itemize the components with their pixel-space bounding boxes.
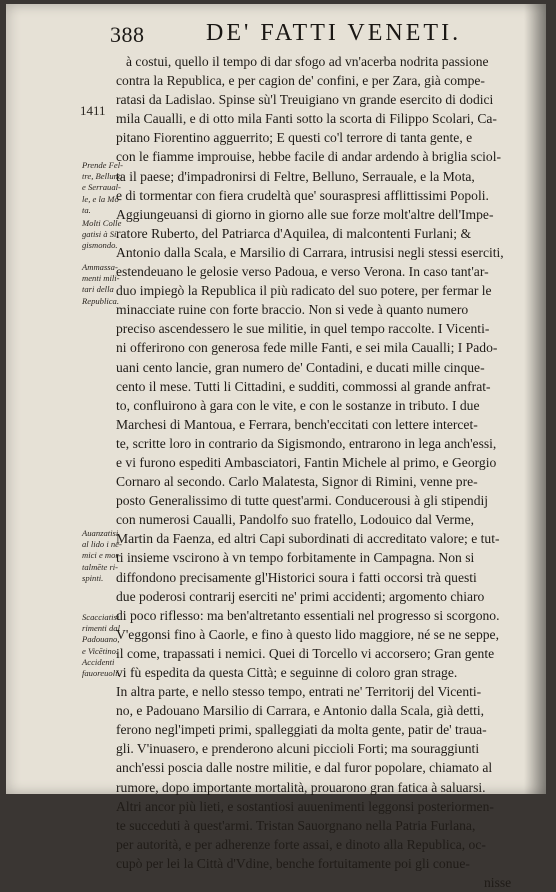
text-line: il come, trapassati i nemici. Quei di Torcello vi accorsero; Gran gente <box>116 645 495 661</box>
page-number: 388 <box>110 22 145 47</box>
text-line: diffondono precisamente gl'Historici soura i fatti occorsi trà questi <box>116 569 477 585</box>
text-line: di poco riflesso: ma ben'altretanto essentiali nel progresso si scorgono. <box>116 607 500 623</box>
text-line: ni offerirono con generosa fede mille Fanti, e sei mila Caualli; I Pado- <box>116 340 498 356</box>
text-line: Antonio dalla Scala, e Marsilio di Carrara, intrusisi negli stessi eserciti, <box>116 244 504 260</box>
text-line: ti insieme vscirono à vn tempo forbitamente in Campagna. Non si <box>116 550 475 566</box>
text-line: Altri ancor più lieti, e sostantiosi auuenimenti leggonsi posteriormen- <box>116 798 494 814</box>
text-line: Martin da Faenza, ed altri Capi subordinati di accreditato valore; e tut- <box>116 531 500 547</box>
text-line: no, e Padouano Marsilio di Carrara, e Antonio dalla Scala, già detti, <box>116 703 485 719</box>
text-line: minacciate ruine con forte braccio. Non si vede à quanto numero <box>116 302 469 318</box>
text-line: ratore Ruberto, del Patriarca d'Aquilea, di malcontenti Furlani; & <box>116 225 472 241</box>
text-line: preciso ascendessero le sue militie, in quel tempo raccolte. I Vicenti- <box>116 321 490 337</box>
text-line: due poderosi contrarij eserciti ne' primi accidenti; argomento chiaro <box>116 588 485 604</box>
page-gutter-shadow <box>524 4 546 794</box>
running-head: DE' FATTI VENETI. <box>206 20 462 46</box>
text-line: per autorità, e per adherenze forte assai, e dinoto alla Republica, oc- <box>116 836 486 852</box>
text-line: Aggiungeuansi di giorno in giorno alle sue forze molt'altre dell'Impe- <box>116 206 494 222</box>
text-line: rumore, dopo importante mortalità, prouarono gran fatica à saluarsi. <box>116 779 486 795</box>
text-line: con numerosi Caualli, Pandolfo suo fratello, Lodouico dal Verme, <box>116 512 475 528</box>
catchword: nisse <box>484 875 512 891</box>
text-line: Marchesi di Mantoua, e Ferrara, bench'eccitati con lettere intercet- <box>116 416 478 432</box>
text-line: cento il mese. Tutti li Cittadini, e sudditi, commossi al grande anfrat- <box>116 378 491 394</box>
margin-note: Ammassa- menti mili- tari della Republica. <box>82 262 120 306</box>
text-line: cupò per lei la Città d'Vdine, benche fortuitamente poi gli conue- <box>116 855 470 871</box>
body-text <box>116 52 516 892</box>
text-line: to, confluirono à gara con le vite, e con le sostanze in tributo. I due <box>116 397 480 413</box>
text-line: uani cento lancie, gran numero de' Contadini, e ducati mille cinque- <box>116 359 485 375</box>
margin-note: Molti Colle gatisi à Si. gismondo. <box>82 218 122 251</box>
text-line: posto Generalissimo di tutte quest'armi. Conducerousi à gli stipendij <box>116 493 489 509</box>
text-line: vi fù espedita da questa Città; e seguinne di coloro gran strage. <box>116 665 458 680</box>
margin-note: Prende Fel- tre, Belluno e Serraual- le, e la Mo- ta. <box>82 160 123 215</box>
text-line: à costui, quello il tempo di dar sfogo ad vn'acerba nodrita passione <box>126 54 489 69</box>
margin-note: Auanzatisi al lido i ne- mici e mor- talmēte ri- spinti. <box>82 528 122 583</box>
text-line: e vi furono espediti Ambasciatori, Fantin Michele al primo, e Georgio <box>116 454 497 470</box>
text-line: te succeduti à quest'armi. Tristan Sauorgnano nella Patria Furlana, <box>116 817 476 833</box>
text-line: pitano Fiorentino agguerrito; E questi co'l terrore di tanta gente, e <box>116 130 473 146</box>
text-line: mila Caualli, e di otto mila Fanti sotto la scorta di Filippo Scolari, Ca- <box>116 111 497 127</box>
text-line: con le fiamme improuise, hebbe facile di andar ardendo à briglia sciol- <box>116 149 502 165</box>
text-line: In altra parte, e nello stesso tempo, entrati ne' Territorij del Vicenti- <box>116 684 482 700</box>
text-line: te, scritte loro in contrario da Sigismondo, entrarono in lega anch'essi, <box>116 435 497 451</box>
text-line: gli. V'inuasero, e prenderono alcuni piccioli Forti; ma souraggiunti <box>116 741 480 757</box>
text-line: e di tormentar con fiera crudeltà que' souraspresi afflittissimi Popoli. <box>116 187 489 203</box>
text-line: ratasi da Ladislao. Spinse sù'l Treuigiano vn grande esercito di dodici <box>116 92 494 108</box>
text-line: ta il paese; d'impadronirsi di Feltre, Belluno, Serrauale, e la Mota, <box>116 168 475 184</box>
text-line: estendeuano le gelosie verso Padoua, e verso Verona. In caso tant'ar- <box>116 264 489 280</box>
text-line: Cornaro al secondo. Carlo Malatesta, Signor di Rimini, venne pre- <box>116 474 478 490</box>
text-line: contra la Republica, e per cagion de' confini, e per Zara, già compe- <box>116 73 485 89</box>
margin-note: Scacciatisi rimenti dal Padouano, e Vicētino. Accidenti fauoreuoli. <box>82 612 120 679</box>
text-line: ferono negl'impeti primi, spalleggiati da molta gente, patir de' traua- <box>116 722 487 738</box>
text-line: V'eggonsi fino à Caorle, e fino à questo lido maggiore, né se ne seppe, <box>116 626 499 642</box>
margin-year: 1411 <box>80 103 106 118</box>
text-line: duo impiegò la Republica il più radicato del suo potere, per fermar le <box>116 283 492 299</box>
text-line: anch'essi poscia dalle nostre militie, e dal furor popolare, chiamato al <box>116 760 493 776</box>
